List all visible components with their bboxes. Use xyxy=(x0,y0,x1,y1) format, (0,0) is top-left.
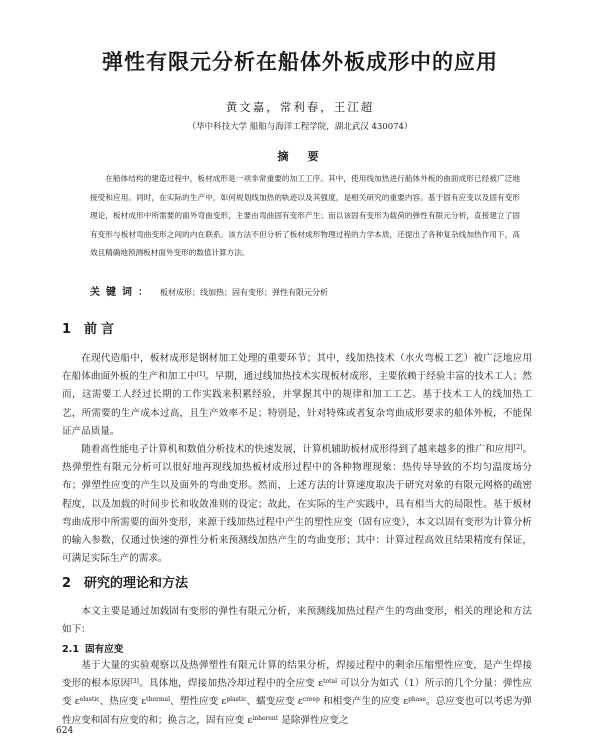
paper-title: 弹性有限元分析在船体外板成形中的应用 xyxy=(102,50,498,74)
paragraph xyxy=(62,350,532,441)
keywords xyxy=(90,283,520,298)
symbol-superscript: inherent xyxy=(252,714,279,722)
paragraph xyxy=(62,441,532,568)
symbol-superscript: creep xyxy=(302,696,320,704)
section-number: 2 xyxy=(62,576,72,591)
section-heading-theory xyxy=(62,572,188,591)
text-run: 。早期，通过线加热技术实现板材成形，主要依赖于经验丰富的技术工人；然而，这需要工人经过长期的工作实践来积累经验，并掌握其中的规律和加工工艺。基于技术工人的线加热工艺，所需要的生产成本过高，且生产效率不足；特别是，针对特殊或者复杂弯曲成形要求的船体外板，不能保证产品质量。 xyxy=(62,371,533,437)
subsection-number: 2.1 xyxy=(62,644,79,655)
subsection-heading xyxy=(62,641,123,655)
section-title: 前言 xyxy=(84,322,119,337)
introduction-body xyxy=(62,350,532,568)
paragraph xyxy=(62,657,532,730)
symbol-superscript: phase xyxy=(408,696,427,704)
abstract-text: 在船体结构的建造过程中，板材成形是一项非常重要的加工工序。其中，使用线加热进行船体外板的曲面成形已经被广泛地接受和应用。同时，在实际的生产中，如何规划线加热的轨迹以及其强度，是相关研究的重要内容。基于固有应变以及固有变形理论，板材成形中所需要的面外弯曲变形，主要由弯曲固有变形产生；而以该固有变形为载荷的弹性有限元分析，直接建立了固有变形与板材弯曲变形之间的内在联系。该方法不但分析了板材成形物理过程的力学本质，还提出了各种复杂线加热作用下，高效且精确地预测板材面外变形的数值计算方法。 xyxy=(90,174,520,257)
citation: [3] xyxy=(130,678,139,686)
section-title: 研究的理论和方法 xyxy=(84,576,189,591)
author-list: 黄文嘉，常利春，王江超 xyxy=(225,100,375,114)
symbol-superscript: total xyxy=(323,678,338,686)
citation: [2] xyxy=(513,444,523,452)
affiliation: （华中科技大学 船舶与海洋工程学院，湖北武汉 430074） xyxy=(187,122,413,132)
abstract-heading: 摘 要 xyxy=(277,150,323,163)
text-run: 。热弹塑性有限元分析可以很好地再现线加热板材成形过程中的各种物理现象：热传导导致的不均匀温度场分布；弹塑性应变的产生以及面外的弯曲变形。然而，上述方法的计算速度取决于研究对象的有限元网格的疏密程度，以及加载的时间步长和收敛准则的设定；故此，在实际的生产实践中，具有相当大的局限性。基于板材弯曲成形中所需要的面外变形，来源于线加热过程中产生的塑性应变（固有应变），本文以固有变形为计算分析的输入参数，仅通过快速的弹性分析来预测线加热产生的弯曲变形；其中：计算过程高效且结果精度有保证，可满足实际生产的需求。 xyxy=(62,444,533,565)
text-run: 是除弹性应变之 xyxy=(278,714,349,726)
keywords-label: 关键词： xyxy=(90,287,154,298)
subsection-title: 固有应变 xyxy=(85,644,124,655)
keywords-text: 板材成形；线加热；固有变形；弹性有限元分析 xyxy=(160,288,328,297)
section-heading-introduction xyxy=(62,318,118,337)
text-run: 、热应变 ε xyxy=(99,696,147,708)
symbol-superscript: thermal xyxy=(146,696,171,704)
text-run: 、蠕变应变 ε xyxy=(246,696,303,708)
paragraph: 本文主要是通过加载固有变形的弹性有限元分析，来预测线加热过程产生的弯曲变形，相关的理论和方法如下： xyxy=(62,606,532,636)
text-run: 和相变产生的应变 ε xyxy=(319,696,409,708)
text-run: 随着高性能电子计算机和数值分析技术的快速发展，计算机辅助板材成形得到了越来越多的推广和应用 xyxy=(81,444,514,456)
section-number: 1 xyxy=(62,322,76,337)
text-run: 可以分为如式（1）所示的几个分量：弹性应变 ε xyxy=(62,678,532,708)
citation: [1] xyxy=(196,371,206,379)
symbol-superscript: plastic xyxy=(226,696,247,704)
text-run: 在现代造船中，板材成形是钢材加工处理的重要环节；其中，线加热技术（水火弯板工艺）被广泛地应用在船体曲面外板的生产和加工中 xyxy=(62,353,532,383)
text-run: 。具体地，焊接加热冷却过程中的全应变 ε xyxy=(138,678,324,690)
page-number: 624 xyxy=(56,726,74,736)
symbol-superscript: elastic xyxy=(79,696,100,704)
inherent-strain-body xyxy=(62,657,532,730)
text-run: 、塑性应变 ε xyxy=(170,696,227,708)
text-run: 。总应变也可以考虑为弹性应变和固有应变的和；换言之，固有应变 ε xyxy=(62,696,532,726)
text-run: 基于大量的实验观察以及热弹塑性有限元计算的结果分析，焊接过程中的剩余压缩塑性应变，是产生焊接变形的根本原因 xyxy=(62,660,532,690)
theory-intro xyxy=(62,603,532,639)
